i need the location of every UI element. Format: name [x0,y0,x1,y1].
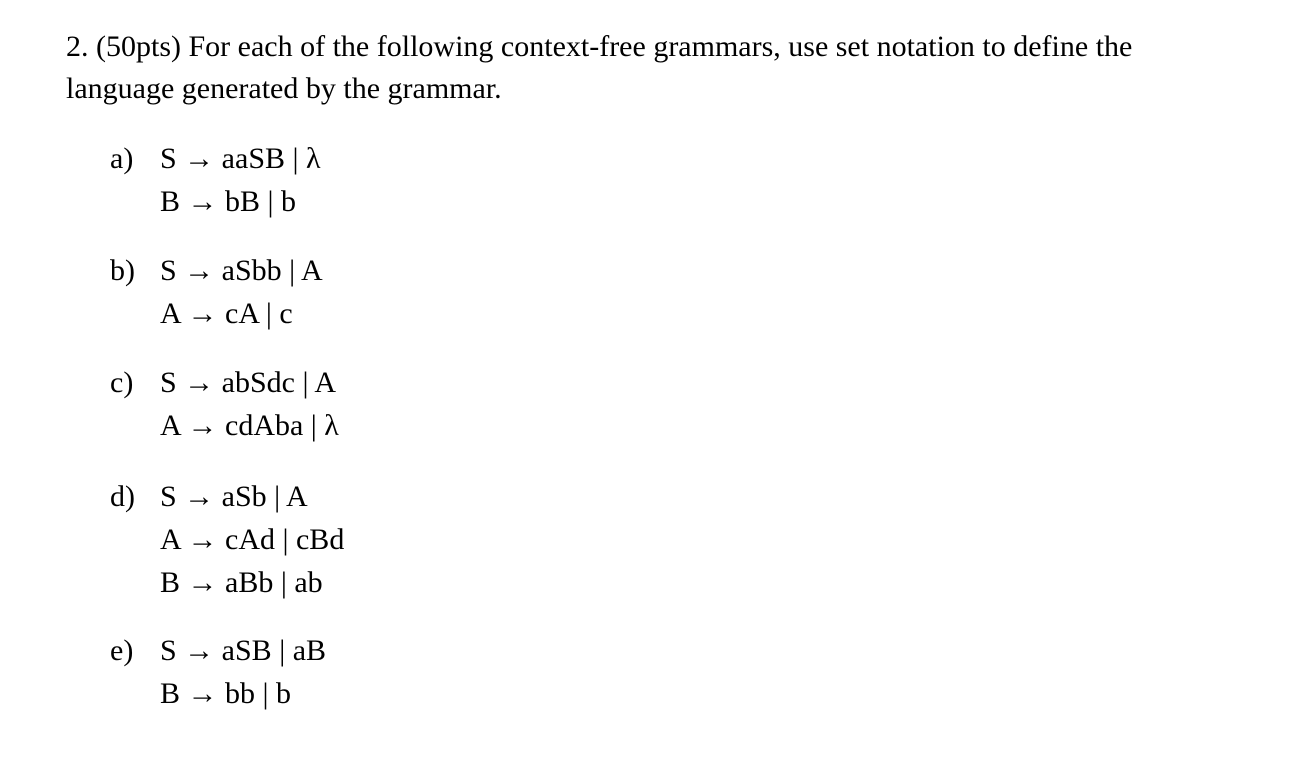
production-rule: B → aBb | ab [160,566,323,599]
grammar-rules [160,476,344,605]
grammar-rules [160,362,339,448]
part-label: a) [110,142,134,175]
grammar-rules [160,250,323,336]
production-rule: A → cdAba | λ [160,409,339,442]
production-rule: A → cA | c [160,297,293,330]
production-rule: S → aaSB | λ [160,142,321,175]
grammar-rules [160,630,326,716]
question-text: 2. (50pts) For each of the following context-free grammars, use set notation to define the language generated by the grammar. [66,30,1133,105]
production-rule: S → aSbb | A [160,254,323,287]
part-label: d) [110,480,135,513]
grammar-rules [160,138,321,224]
production-rule: S → aSB | aB [160,634,327,667]
production-rule: B → bb | b [160,677,292,710]
part-label: e) [110,634,134,667]
production-rule: S → abSdc | A [160,366,337,399]
production-rule: A → cAd | cBd [160,523,345,556]
production-rule: S → aSb | A [160,480,308,513]
part-label: c) [110,366,134,399]
production-rule: B → bB | b [160,185,297,218]
part-label: b) [110,254,135,287]
